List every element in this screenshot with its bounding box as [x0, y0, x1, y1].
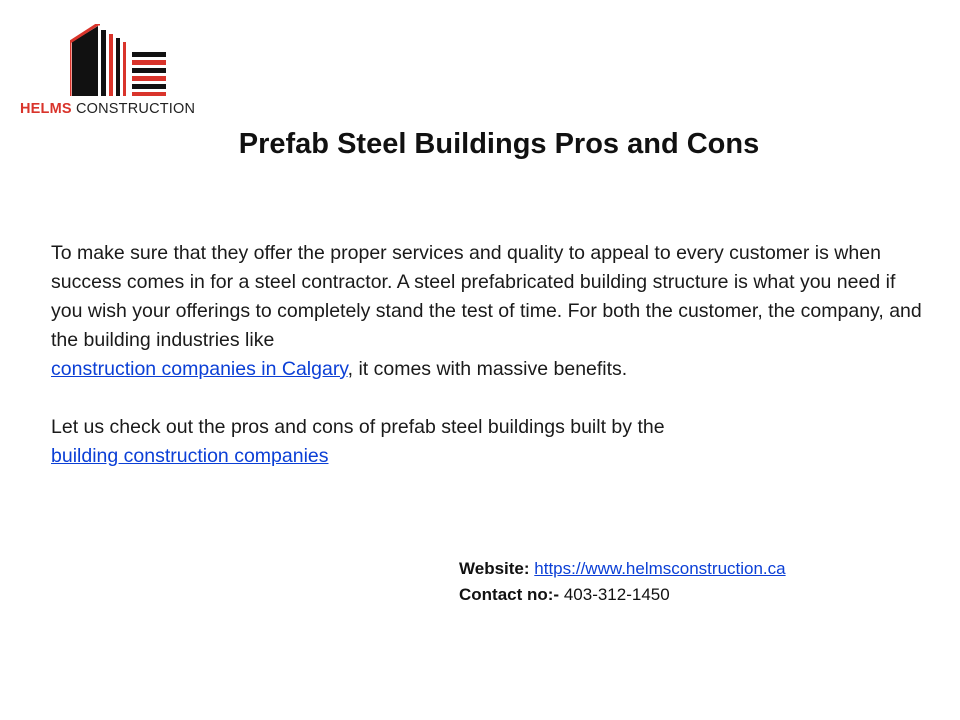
website-link[interactable]: https://www.helmsconstruction.ca [534, 559, 786, 578]
building-logo-icon [70, 24, 170, 98]
logo-wordmark [20, 101, 195, 117]
contact-info [459, 556, 786, 608]
website-line [459, 556, 786, 582]
phone-number: 403-312-1450 [563, 585, 670, 604]
paragraph-1 [51, 239, 931, 384]
company-logo [20, 24, 230, 120]
page-title: Prefab Steel Buildings Pros and Cons [238, 128, 760, 160]
calgary-companies-link[interactable]: construction companies in Calgary [51, 358, 348, 380]
logo-brand: HELMS [20, 101, 72, 117]
body-text [51, 239, 931, 471]
paragraph-2 [51, 413, 931, 471]
paragraph-2-text: Let us check out the pros and cons of prefab steel buildings built by the [51, 416, 665, 438]
paragraph-1-text: To make sure that they offer the proper services and quality to appeal to every customer is when success comes in for a steel contractor. A steel prefabricated building structure is what you need if you wish your offerings to completely stand the test of time. For both the customer, the company, and the building industries like [51, 242, 922, 351]
paragraph-1-after: , it comes with massive benefits. [347, 358, 628, 380]
contact-line [459, 582, 786, 608]
website-label: Website: [459, 559, 530, 578]
logo-rest: CONSTRUCTION [71, 101, 196, 117]
contact-label: Contact no:- [459, 585, 560, 604]
building-companies-link[interactable]: building construction companies [51, 445, 329, 467]
